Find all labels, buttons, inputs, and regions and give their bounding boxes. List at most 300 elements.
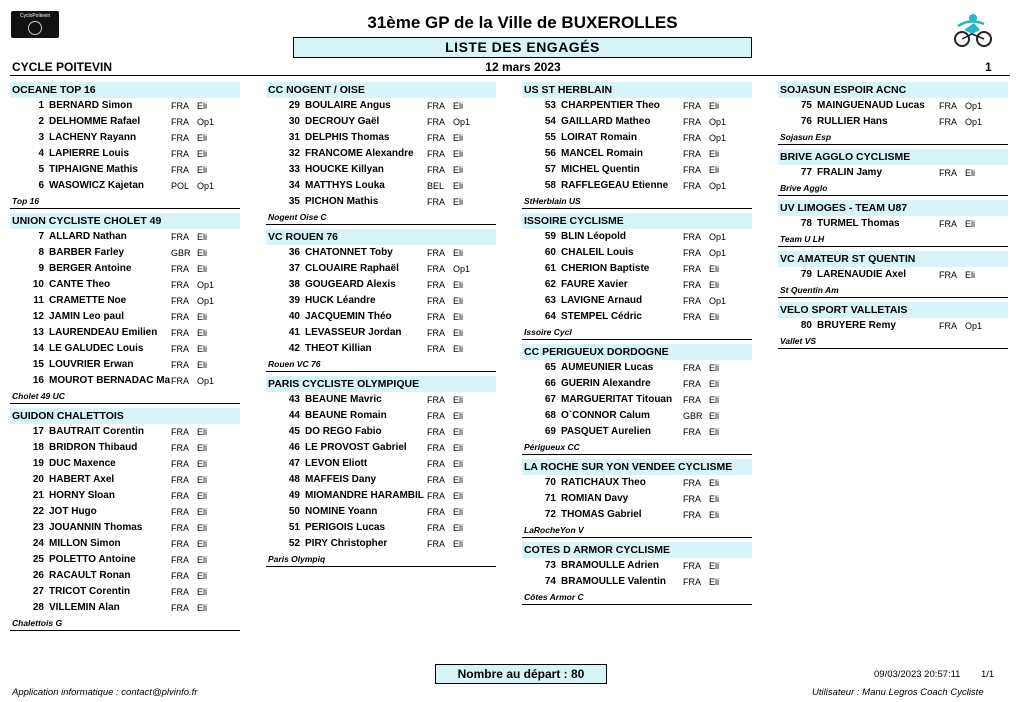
team-name: PARIS CYCLISTE OLYMPIQUE <box>266 376 496 392</box>
rider-row <box>522 507 752 523</box>
rider-name: MAFFEIS Dany <box>305 474 377 485</box>
rider-number: 30 <box>288 116 300 127</box>
rider-row <box>778 114 1008 130</box>
rider-nationality: FRA <box>171 427 189 437</box>
rider-name: CLOUAIRE Raphaël <box>305 263 399 274</box>
team-block <box>266 82 496 225</box>
rider-name: HOUCKE Killyan <box>305 164 384 175</box>
rider-nationality: FRA <box>171 539 189 549</box>
rider-nationality: FRA <box>427 443 445 453</box>
rider-name: DELHOMME Rafael <box>49 116 141 127</box>
rider-number: 50 <box>288 506 300 517</box>
starters-count: Nombre au départ : 80 <box>435 664 607 684</box>
rider-name: FRALIN Jamy <box>817 167 883 178</box>
rider-nationality: FRA <box>683 117 701 127</box>
rider-nationality: FRA <box>171 507 189 517</box>
rider-number: 72 <box>544 509 556 520</box>
team-block <box>778 82 1008 145</box>
rider-number: 48 <box>288 474 300 485</box>
rider-nationality: FRA <box>171 603 189 613</box>
rider-number: 8 <box>38 247 44 258</box>
rider-nationality: FRA <box>427 296 445 306</box>
rider-number: 12 <box>32 311 44 322</box>
rider-nationality: FRA <box>683 312 701 322</box>
rider-name: HABERT Axel <box>49 474 115 485</box>
rider-nationality: FRA <box>427 117 445 127</box>
rider-nationality: FRA <box>427 328 445 338</box>
rider-row <box>522 475 752 491</box>
rider-nationality: FRA <box>427 165 445 175</box>
rider-number: 39 <box>288 295 300 306</box>
rider-category: Op1 <box>709 117 727 127</box>
rider-name: MICHEL Quentin <box>561 164 640 175</box>
rider-category: Eli <box>197 443 208 453</box>
rider-nationality: FRA <box>939 101 957 111</box>
rider-row <box>10 146 240 162</box>
team-name: OCEANE TOP 16 <box>10 82 240 98</box>
rider-number: 26 <box>32 570 44 581</box>
rider-name: TIPHAIGNE Mathis <box>49 164 138 175</box>
rider-row <box>266 440 496 456</box>
rider-category: Eli <box>197 507 208 517</box>
rider-category: Eli <box>197 264 208 274</box>
rider-row <box>522 277 752 293</box>
rider-category: Eli <box>197 248 208 258</box>
rider-nationality: FRA <box>171 587 189 597</box>
rider-name: LACHENY Rayann <box>49 132 137 143</box>
rider-category: Eli <box>453 539 464 549</box>
rider-category: Eli <box>197 101 208 111</box>
rider-name: FRANCOME Alexandre <box>305 148 414 159</box>
rider-name: MARGUERITAT Titouan <box>561 394 673 405</box>
rider-nationality: FRA <box>427 475 445 485</box>
rider-number: 46 <box>288 442 300 453</box>
rider-nationality: FRA <box>683 133 701 143</box>
rider-row <box>10 245 240 261</box>
rider-nationality: FRA <box>427 395 445 405</box>
rider-row <box>522 309 752 325</box>
rider-nationality: FRA <box>171 165 189 175</box>
rider-row <box>10 130 240 146</box>
rider-number: 66 <box>544 378 556 389</box>
rider-number: 15 <box>32 359 44 370</box>
rider-nationality: FRA <box>171 232 189 242</box>
rider-row <box>266 424 496 440</box>
rider-category: Eli <box>197 312 208 322</box>
team-name: VC AMATEUR ST QUENTIN <box>778 251 1008 267</box>
rider-category: Eli <box>709 101 720 111</box>
rider-nationality: FRA <box>171 344 189 354</box>
rider-row <box>10 488 240 504</box>
organizer-name: CYCLE POITEVIN <box>12 60 113 74</box>
rider-nationality: FRA <box>683 149 701 159</box>
rider-category: Eli <box>709 280 720 290</box>
rider-category: Eli <box>453 181 464 191</box>
rider-category: Eli <box>453 491 464 501</box>
rider-name: LAURENDEAU Emilien <box>49 327 158 338</box>
rider-category: Op1 <box>197 280 215 290</box>
rider-row <box>266 472 496 488</box>
rider-name: MIOMANDRE HARAMBIL <box>305 490 424 501</box>
rider-nationality: FRA <box>683 510 701 520</box>
rider-number: 49 <box>288 490 300 501</box>
rider-name: RULLIER Hans <box>817 116 888 127</box>
rider-nationality: GBR <box>683 411 703 421</box>
rider-category: Eli <box>453 395 464 405</box>
rider-nationality: FRA <box>683 232 701 242</box>
team-block <box>778 149 1008 196</box>
rider-name: BEAUNE Mavric <box>305 394 382 405</box>
rider-name: PASQUET Aurelien <box>561 426 652 437</box>
rider-number: 56 <box>544 148 556 159</box>
rider-category: Eli <box>197 360 208 370</box>
rider-nationality: GBR <box>171 248 191 258</box>
cyclist-logo-icon <box>950 10 996 48</box>
rider-nationality: FRA <box>939 117 957 127</box>
rider-name: BAUTRAIT Corentin <box>49 426 144 437</box>
rider-number: 21 <box>32 490 44 501</box>
team-name: VELO SPORT VALLETAIS <box>778 302 1008 318</box>
rider-number: 52 <box>288 538 300 549</box>
rider-row <box>10 456 240 472</box>
rider-name: AUMEUNIER Lucas <box>561 362 654 373</box>
rider-name: TRICOT Corentin <box>49 586 131 597</box>
rider-name: CHATONNET Toby <box>305 247 393 258</box>
rider-number: 1 <box>38 100 44 111</box>
rider-number: 37 <box>288 263 300 274</box>
rider-nationality: FRA <box>939 270 957 280</box>
rider-name: RATICHAUX Theo <box>561 477 646 488</box>
column-3 <box>522 82 752 609</box>
rider-row <box>522 178 752 194</box>
team-block <box>522 82 752 209</box>
rider-category: Eli <box>453 427 464 437</box>
rider-nationality: FRA <box>171 133 189 143</box>
team-name: US ST HERBLAIN <box>522 82 752 98</box>
rider-number: 71 <box>544 493 556 504</box>
rider-nationality: FRA <box>171 149 189 159</box>
rider-row <box>10 114 240 130</box>
rider-nationality: FRA <box>683 561 701 571</box>
rider-name: MATTHYS Louka <box>305 180 385 191</box>
rider-row <box>522 130 752 146</box>
rider-name: WASOWICZ Kajetan <box>49 180 145 191</box>
team-short-name: Cholet 49 UC <box>10 389 240 404</box>
rider-row <box>10 440 240 456</box>
rider-nationality: FRA <box>683 181 701 191</box>
rider-category: Eli <box>453 443 464 453</box>
team-short-name: Team U LH <box>778 232 1008 247</box>
rider-name: BRIDRON Thibaud <box>49 442 138 453</box>
rider-number: 23 <box>32 522 44 533</box>
rider-nationality: FRA <box>171 443 189 453</box>
rider-nationality: FRA <box>683 363 701 373</box>
rider-name: NOMINE Yoann <box>305 506 378 517</box>
rider-category: Op1 <box>197 117 215 127</box>
rider-nationality: FRA <box>427 523 445 533</box>
header-divider <box>10 75 1010 76</box>
rider-name: BERNARD Simon <box>49 100 133 111</box>
rider-category: Eli <box>453 296 464 306</box>
rider-category: Eli <box>197 523 208 533</box>
rider-number: 19 <box>32 458 44 469</box>
rider-row <box>10 536 240 552</box>
rider-number: 67 <box>544 394 556 405</box>
rider-category: Eli <box>197 459 208 469</box>
rider-nationality: FRA <box>683 248 701 258</box>
rider-row <box>522 408 752 424</box>
rider-nationality: FRA <box>171 523 189 533</box>
rider-row <box>522 146 752 162</box>
rider-nationality: FRA <box>171 360 189 370</box>
column-2 <box>266 82 496 571</box>
rider-name: POLETTO Antoine <box>49 554 136 565</box>
rider-number: 79 <box>800 269 812 280</box>
app-credit: Application informatique : contact@plvinfo.fr <box>12 687 198 698</box>
rider-row <box>266 309 496 325</box>
rider-number: 57 <box>544 164 556 175</box>
rider-number: 14 <box>32 343 44 354</box>
rider-row <box>778 318 1008 334</box>
team-block <box>778 200 1008 247</box>
rider-nationality: FRA <box>683 379 701 389</box>
rider-nationality: BEL <box>427 181 445 191</box>
rider-nationality: FRA <box>683 165 701 175</box>
rider-row <box>266 392 496 408</box>
team-block <box>522 213 752 340</box>
rider-name: JOT Hugo <box>49 506 97 517</box>
rider-number: 65 <box>544 362 556 373</box>
rider-category: Eli <box>709 577 720 587</box>
rider-number: 20 <box>32 474 44 485</box>
rider-category: Eli <box>197 344 208 354</box>
rider-row <box>522 376 752 392</box>
rider-nationality: FRA <box>683 494 701 504</box>
column-1 <box>10 82 240 635</box>
rider-name: CANTE Theo <box>49 279 111 290</box>
rider-row <box>266 325 496 341</box>
rider-row <box>522 245 752 261</box>
rider-nationality: FRA <box>171 571 189 581</box>
team-short-name: Rouen VC 76 <box>266 357 496 372</box>
rider-number: 47 <box>288 458 300 469</box>
rider-number: 68 <box>544 410 556 421</box>
rider-row <box>10 98 240 114</box>
rider-number: 38 <box>288 279 300 290</box>
rider-row <box>10 178 240 194</box>
team-short-name: Nogent Oise C <box>266 210 496 225</box>
rider-name: GOUGEARD Alexis <box>305 279 396 290</box>
rider-category: Eli <box>709 411 720 421</box>
team-block <box>778 302 1008 349</box>
team-name: UNION CYCLISTE CHOLET 49 <box>10 213 240 229</box>
team-block <box>10 408 240 631</box>
rider-number: 5 <box>38 164 44 175</box>
rider-row <box>266 293 496 309</box>
team-short-name: Top 16 <box>10 194 240 209</box>
rider-nationality: FRA <box>427 507 445 517</box>
rider-number: 43 <box>288 394 300 405</box>
rider-category: Eli <box>453 133 464 143</box>
rider-number: 31 <box>288 132 300 143</box>
team-name: SOJASUN ESPOIR ACNC <box>778 82 1008 98</box>
rider-row <box>10 341 240 357</box>
rider-nationality: FRA <box>171 376 189 386</box>
rider-name: JACQUEMIN Théo <box>305 311 392 322</box>
rider-name: HUCK Léandre <box>305 295 376 306</box>
rider-name: DELPHIS Thomas <box>305 132 390 143</box>
rider-name: RACAULT Ronan <box>49 570 131 581</box>
rider-name: MILLON Simon <box>49 538 121 549</box>
team-short-name: St Quentin Am <box>778 283 1008 298</box>
rider-name: LAPIERRE Louis <box>49 148 130 159</box>
rider-category: Eli <box>197 539 208 549</box>
rider-category: Op1 <box>197 296 215 306</box>
rider-number: 76 <box>800 116 812 127</box>
team-short-name: Périgueux CC <box>522 440 752 455</box>
rider-nationality: FRA <box>427 344 445 354</box>
team-block <box>266 376 496 567</box>
team-block <box>778 251 1008 298</box>
rider-name: PICHON Mathis <box>305 196 379 207</box>
rider-category: Eli <box>197 232 208 242</box>
rider-row <box>522 114 752 130</box>
rider-row <box>522 98 752 114</box>
team-short-name: Paris Olympiq <box>266 552 496 567</box>
rider-number: 11 <box>33 295 44 306</box>
rider-number: 40 <box>288 311 300 322</box>
rider-number: 35 <box>288 196 300 207</box>
rider-row <box>266 245 496 261</box>
rider-name: BRUYERE Remy <box>817 320 896 331</box>
rider-row <box>522 574 752 590</box>
rider-row <box>10 424 240 440</box>
rider-category: Eli <box>965 270 976 280</box>
rider-number: 33 <box>288 164 300 175</box>
team-name: CC NOGENT / OISE <box>266 82 496 98</box>
rider-name: MAINGUENAUD Lucas <box>817 100 925 111</box>
rider-number: 28 <box>32 602 44 613</box>
organizer-logo-emblem <box>28 21 42 35</box>
rider-name: JOUANNIN Thomas <box>49 522 143 533</box>
rider-row <box>10 472 240 488</box>
team-block <box>522 459 752 538</box>
rider-name: ROMIAN Davy <box>561 493 629 504</box>
rider-row <box>522 558 752 574</box>
rider-category: Eli <box>453 411 464 421</box>
rider-nationality: FRA <box>427 248 445 258</box>
rider-name: PIRY Christopher <box>305 538 388 549</box>
rider-category: Eli <box>965 219 976 229</box>
rider-row <box>266 194 496 210</box>
rider-number: 7 <box>38 231 44 242</box>
rider-row <box>266 98 496 114</box>
rider-nationality: FRA <box>683 395 701 405</box>
rider-name: DO REGO Fabio <box>305 426 382 437</box>
rider-nationality: FRA <box>683 296 701 306</box>
rider-name: BEAUNE Romain <box>305 410 387 421</box>
rider-nationality: FRA <box>939 168 957 178</box>
rider-nationality: FRA <box>171 328 189 338</box>
rider-row <box>522 229 752 245</box>
team-short-name: Chalettois G <box>10 616 240 631</box>
rider-category: Op1 <box>965 321 983 331</box>
rider-row <box>522 491 752 507</box>
rider-row <box>10 277 240 293</box>
rider-category: Op1 <box>197 181 215 191</box>
rider-number: 4 <box>38 148 44 159</box>
rider-row <box>10 600 240 616</box>
rider-row <box>10 373 240 389</box>
team-block <box>10 82 240 209</box>
rider-number: 60 <box>544 247 556 258</box>
rider-name: DUC Maxence <box>49 458 116 469</box>
rider-number: 58 <box>544 180 556 191</box>
rider-nationality: FRA <box>171 312 189 322</box>
organizer-logo <box>11 11 59 38</box>
rider-nationality: POL <box>171 181 190 191</box>
rider-number: 44 <box>288 410 300 421</box>
rider-name: BLIN Léopold <box>561 231 626 242</box>
rider-category: Eli <box>453 197 464 207</box>
rider-number: 63 <box>544 295 556 306</box>
rider-category: Op1 <box>965 101 983 111</box>
rider-name: PERIGOIS Lucas <box>305 522 386 533</box>
team-name: LA ROCHE SUR YON VENDEE CYCLISME <box>522 459 752 475</box>
print-timestamp: 09/03/2023 20:57:11 <box>874 669 961 680</box>
rider-name: STEMPEL Cédric <box>561 311 642 322</box>
rider-row <box>266 261 496 277</box>
rider-name: GAILLARD Matheo <box>561 116 651 127</box>
rider-category: Eli <box>453 328 464 338</box>
user-credit: Utilisateur : Manu Legros Coach Cycliste <box>812 687 984 698</box>
rider-row <box>266 178 496 194</box>
rider-nationality: FRA <box>427 411 445 421</box>
rider-number: 61 <box>544 263 556 274</box>
rider-row <box>10 504 240 520</box>
rider-name: FAURE Xavier <box>561 279 628 290</box>
rider-name: LOUVRIER Erwan <box>49 359 134 370</box>
rider-name: HORNY Sloan <box>49 490 115 501</box>
rider-nationality: FRA <box>427 197 445 207</box>
rider-row <box>266 114 496 130</box>
rider-number: 22 <box>32 506 44 517</box>
team-name: COTES D ARMOR CYCLISME <box>522 542 752 558</box>
rider-category: Eli <box>453 523 464 533</box>
rider-category: Op1 <box>965 117 983 127</box>
rider-category: Eli <box>709 510 720 520</box>
rider-row <box>266 162 496 178</box>
rider-category: Eli <box>453 165 464 175</box>
rider-number: 55 <box>544 132 556 143</box>
rider-row <box>266 130 496 146</box>
rider-name: BRAMOULLE Valentin <box>561 576 667 587</box>
rider-row <box>10 325 240 341</box>
rider-row <box>522 360 752 376</box>
rider-category: Eli <box>453 101 464 111</box>
rider-number: 62 <box>544 279 556 290</box>
rider-number: 27 <box>32 586 44 597</box>
rider-name: JAMIN Leo paul <box>49 311 125 322</box>
rider-nationality: FRA <box>427 280 445 290</box>
rider-number: 9 <box>38 263 44 274</box>
rider-name: DECROUY Gaël <box>305 116 380 127</box>
rider-name: LAVIGNE Arnaud <box>561 295 643 306</box>
rider-number: 2 <box>38 116 44 127</box>
rider-category: Eli <box>197 587 208 597</box>
rider-nationality: FRA <box>427 149 445 159</box>
rider-name: LEVON Eliott <box>305 458 368 469</box>
